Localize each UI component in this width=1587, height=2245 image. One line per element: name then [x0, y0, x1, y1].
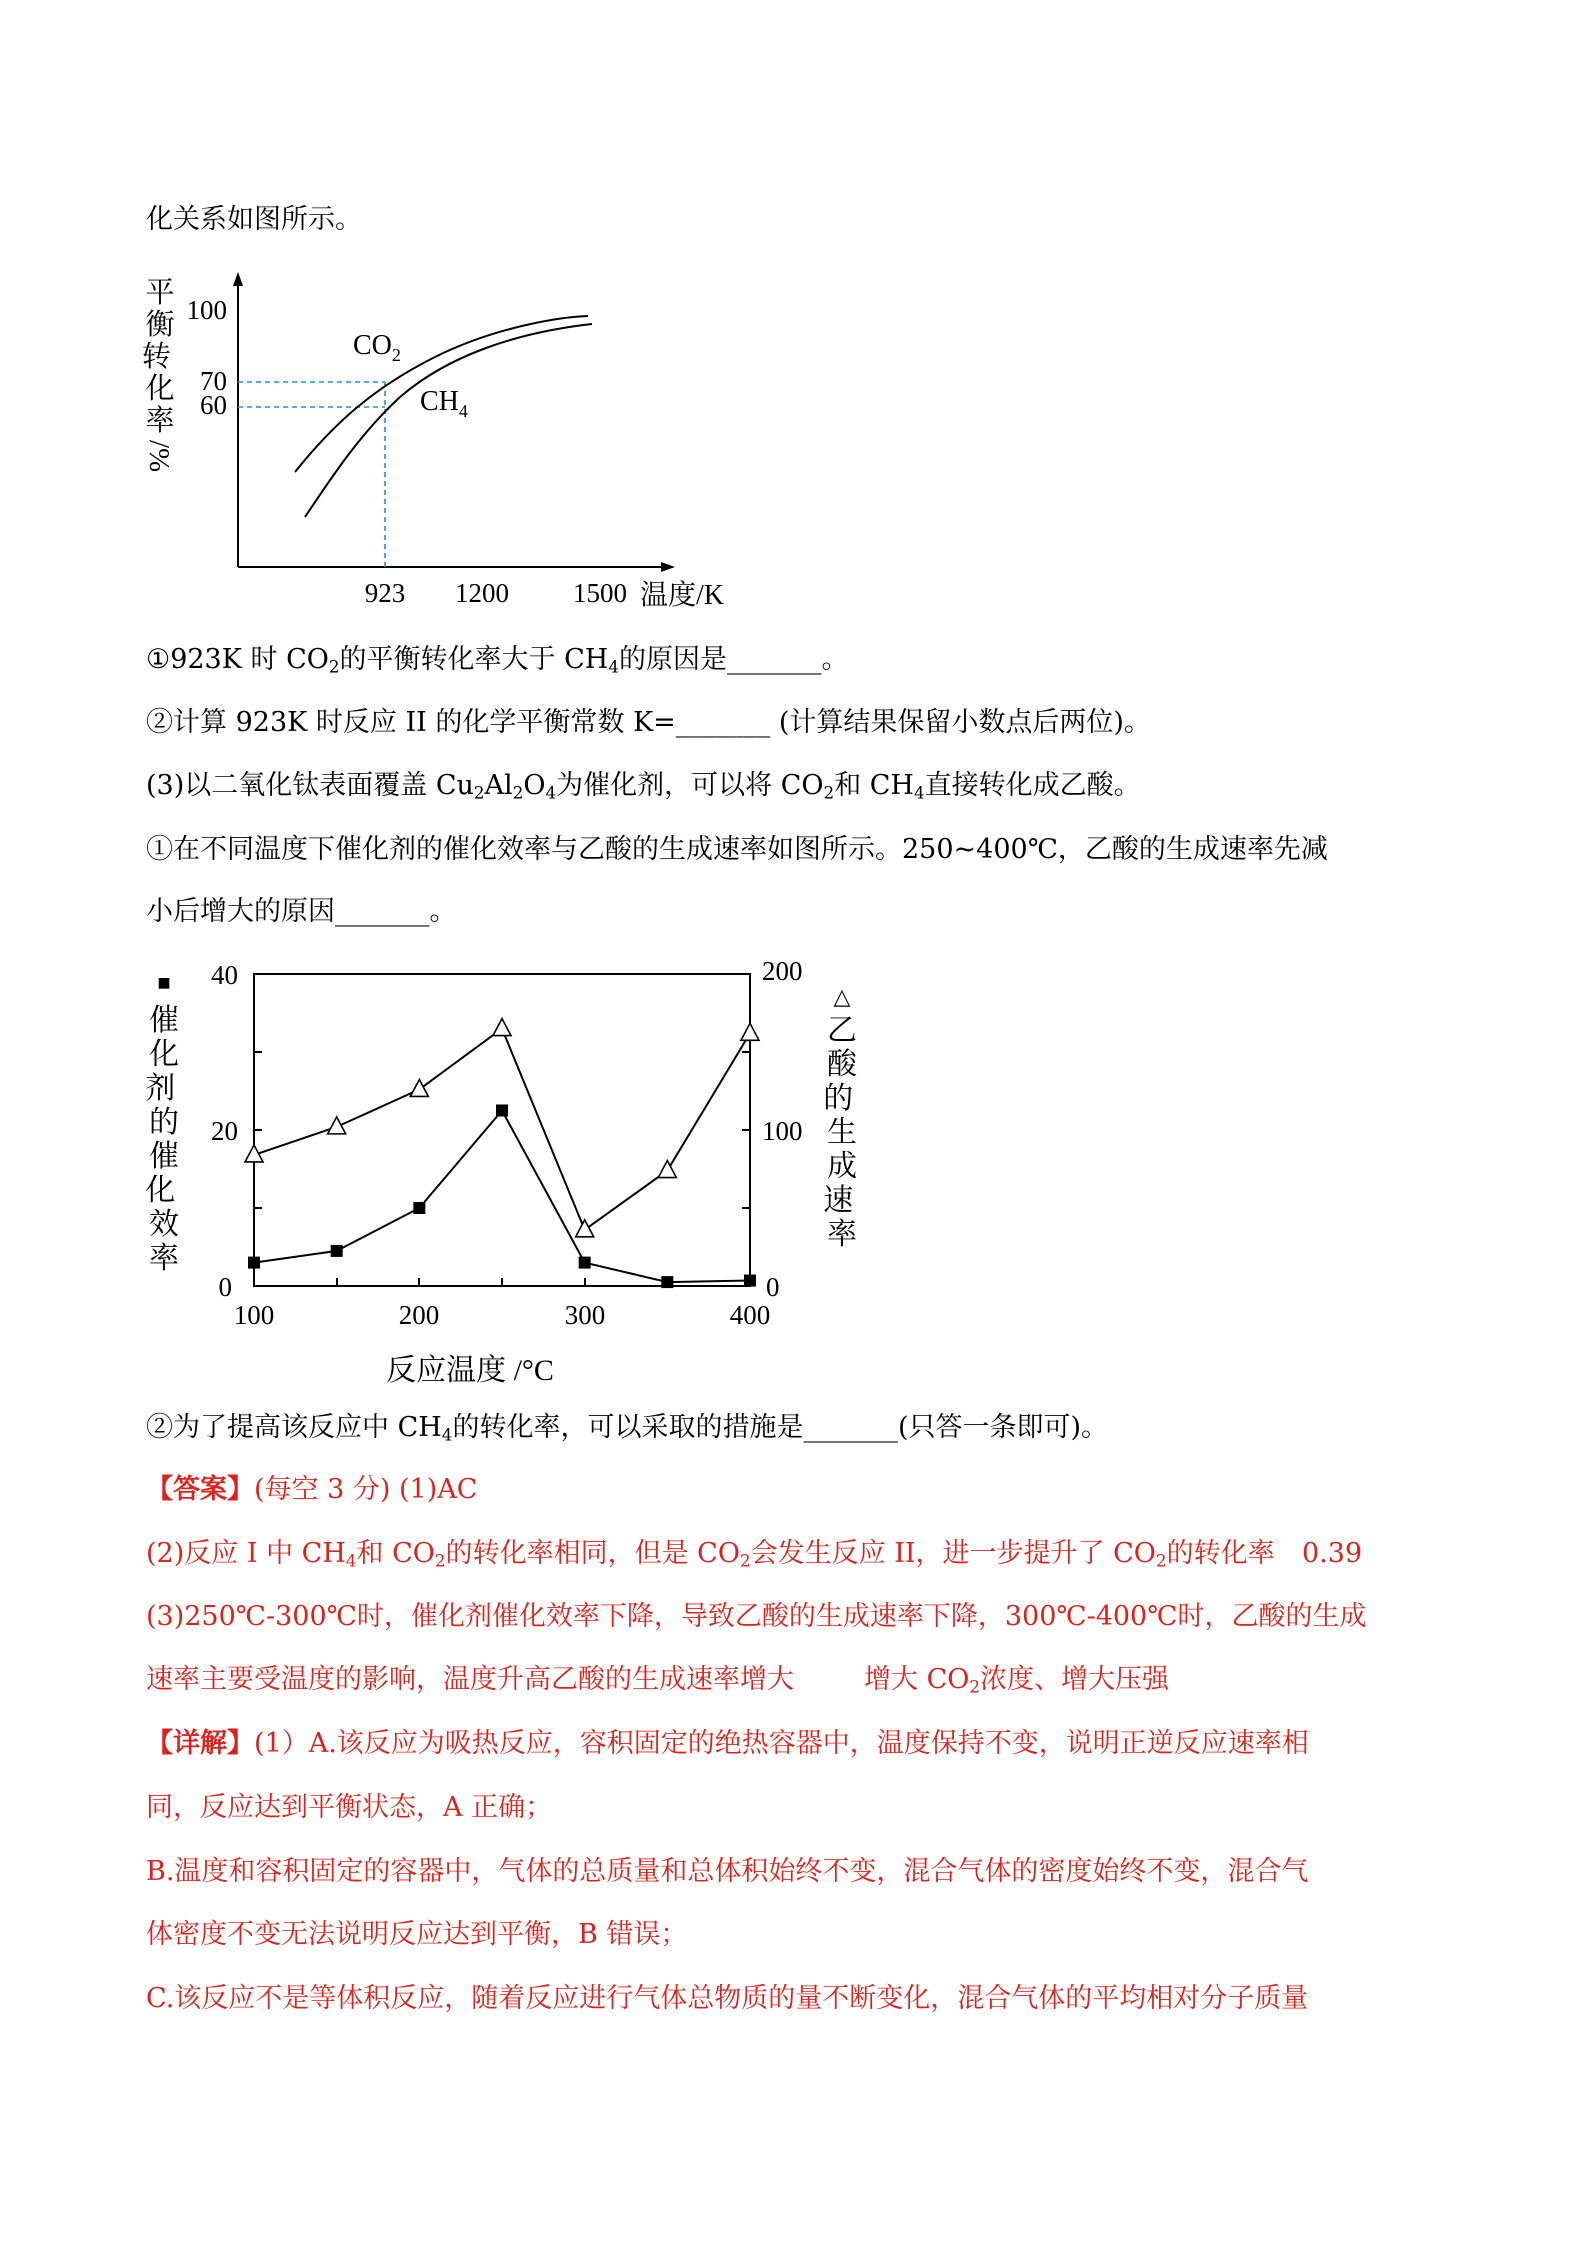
x-tick-100: 100 [233, 1300, 275, 1330]
series-left-point-4 [579, 1257, 591, 1269]
chart2-left-label: 催化剂 的催化 效率 [145, 1004, 179, 1275]
series-right-line [254, 1029, 750, 1230]
y-tick-100: 100 [186, 295, 227, 325]
left-tick-0: 0 [218, 1272, 232, 1302]
detail-line-2: 同，反应达到平衡状态，A 正确； [146, 1792, 553, 1823]
question-3-1-line2: 小后增大的原因_______。 [146, 896, 457, 927]
y-tick-70: 70 [200, 366, 227, 396]
series-left-point-1 [331, 1245, 343, 1257]
question-2: ②计算 923K 时反应 II 的化学平衡常数 K=_______ (计算结果保留小数点后两位)。 [146, 707, 1151, 738]
series-left-point-2 [413, 1202, 425, 1214]
series-left-point-3 [496, 1105, 508, 1117]
chart1-y-arrow [233, 272, 243, 286]
series-right-point-4 [576, 1220, 594, 1237]
detail-line-3: B.温度和容积固定的容器中，气体的总质量和总体积始终不变，混合气体的密度始终不变，混合气 [146, 1856, 1309, 1887]
chart1-y-label: 平衡转 化率 [141, 277, 175, 437]
answer-line-1: 【答案】(每空 3 分) (1)AC [146, 1474, 478, 1505]
detail-line-5: C.该反应不是等体积反应，随着反应进行气体总物质的量不断变化，混合气体的平均相对分子质量 [146, 1983, 1309, 2014]
intro-text: 化关系如图所示。 [146, 204, 362, 235]
series-right-point-2 [410, 1079, 428, 1096]
x-tick-200: 200 [398, 1300, 440, 1330]
chart1-x-arrow [661, 562, 675, 572]
series-ch4-line [305, 324, 592, 517]
series-co2-label: $CO_2$ [353, 330, 401, 365]
series-right-point-6 [741, 1023, 759, 1040]
answer-value-k: 0.39 [1302, 1538, 1363, 1569]
x-tick-923: 923 [364, 578, 406, 608]
chart2-x-label: 反应温度 /°C [386, 1354, 554, 1387]
chart1-y-unit: /% [143, 440, 175, 473]
series-right-point-5 [658, 1161, 676, 1178]
chart1-x-label: 温度/K [640, 580, 725, 611]
series-ch4-label: $CH_4$ [420, 386, 468, 421]
series-right-point-1 [328, 1117, 346, 1134]
answer-line-4: 速率主要受温度的影响，温度升高乙酸的生成速率增大 增大 $CO_2$浓度、增大压强 [146, 1664, 1170, 1697]
right-tick-200: 200 [762, 956, 803, 986]
x-tick-1200: 1200 [455, 578, 509, 608]
right-tick-0: 0 [766, 1272, 780, 1302]
series-right-point-3 [493, 1019, 511, 1036]
series-left-point-6 [744, 1275, 756, 1287]
left-tick-40: 40 [211, 960, 238, 990]
y-tick-60: 60 [200, 390, 227, 420]
detail-line-1: 【详解】(1）A.该反应为吸热反应，容积固定的绝热容器中，温度保持不变，说明正逆反应速率相 [146, 1728, 1309, 1759]
answer-line-3: (3)250℃-300℃时，催化剂催化效率下降，导致乙酸的生成速率下降，300℃-400℃时，乙酸的生成 [146, 1601, 1367, 1632]
left-marker: ■ [157, 970, 171, 995]
question-3: (3)以二氧化钛表面覆盖 $Cu_2Al_2O_4$为催化剂，可以将 $CO_2$和 $CH_4$直接转化成乙酸。 [146, 770, 1141, 803]
series-left-line [254, 1111, 750, 1283]
question-3-1-line1: ①在不同温度下催化剂的催化效率与乙酸的生成速率如图所示。250~400℃，乙酸的生成速率先减 [146, 834, 1328, 865]
x-tick-400: 400 [729, 1300, 771, 1330]
series-left-point-0 [248, 1257, 260, 1269]
right-marker: △ [833, 984, 851, 1009]
x-tick-300: 300 [564, 1300, 606, 1330]
question-1: ①923K 时 $CO_2$的平衡转化率大于 $CH_4$的原因是_______。 [146, 644, 849, 677]
answer-line-2: (2)反应 I 中 $CH_4$和 $CO_2$的转化率相同，但是 $CO_2$会发生反应 II，进一步提升了 $CO_2$的转化率 [146, 1538, 1275, 1571]
right-tick-100: 100 [762, 1116, 803, 1146]
left-tick-20: 20 [211, 1116, 238, 1146]
detail-line-4: 体密度不变无法说明反应达到平衡，B 错误； [146, 1919, 688, 1950]
conversion-chart [130, 262, 750, 622]
x-tick-1500: 1500 [573, 578, 627, 608]
catalyst-chart [130, 948, 890, 1398]
question-3-2: ②为了提高该反应中 $CH_4$的转化率，可以采取的措施是_______(只答一条即可)。 [146, 1412, 1109, 1445]
chart2-right-label: 乙酸的 生成速 率 [823, 1014, 857, 1251]
series-left-point-5 [661, 1276, 673, 1288]
